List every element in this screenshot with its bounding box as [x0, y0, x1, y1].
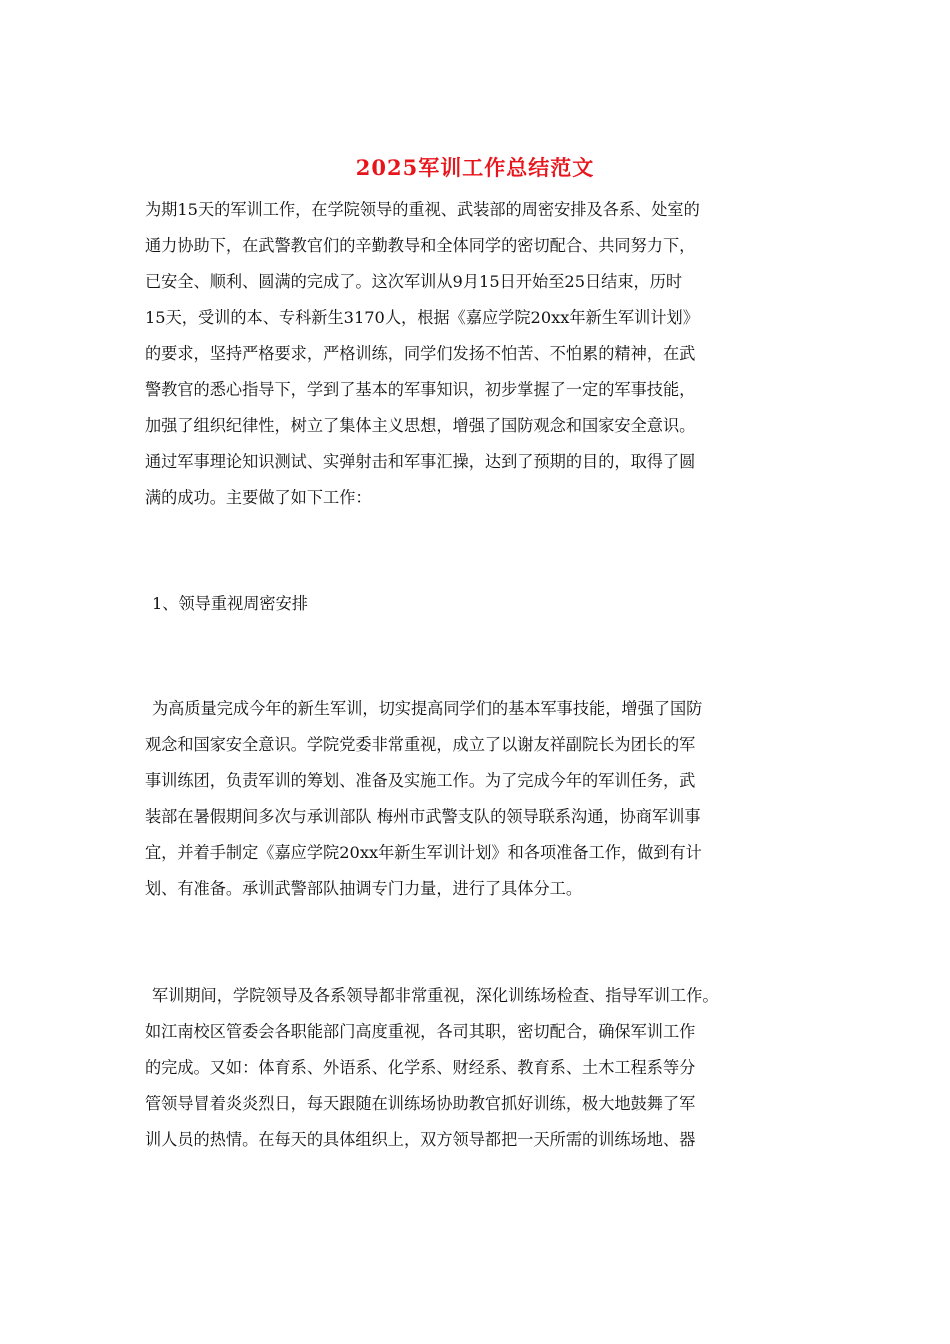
paragraph-line: 划、有准备。承训武警部队抽调专门力量，进行了具体分工。	[145, 879, 583, 898]
paragraph-line: 通过军事理论知识测试、实弹射击和军事汇操，达到了预期的目的，取得了圆	[145, 452, 696, 471]
paragraph-line: 满的成功。主要做了如下工作：	[145, 488, 372, 507]
paragraph-line: 警教官的悉心指导下，学到了基本的军事知识，初步掌握了一定的军事技能，	[145, 380, 696, 399]
paragraph-line: 如江南校区管委会各职能部门高度重视，各司其职，密切配合，确保军训工作	[145, 1022, 696, 1041]
section-heading: 1、领导重视周密安排	[152, 594, 308, 613]
paragraph-line: 已安全、顺利、圆满的完成了。这次军训从9月15日开始至25日结束，历时	[145, 272, 683, 291]
document-title: 2025军训工作总结范文	[355, 155, 595, 180]
paragraph-line: 为期15天的军训工作，在学院领导的重视、武装部的周密安排及各系、处室的	[145, 200, 700, 219]
paragraph-line: 管领导冒着炎炎烈日，每天跟随在训练场协助教官抓好训练，极大地鼓舞了军	[145, 1094, 696, 1113]
paragraph-line: 事训练团，负责军训的筹划、准备及实施工作。为了完成今年的军训任务，武	[145, 771, 696, 790]
paragraph-line: 装部在暑假期间多次与承训部队 梅州市武警支队的领导联系沟通，协商军训事	[145, 807, 701, 826]
paragraph-line: 加强了组织纪律性，树立了集体主义思想，增强了国防观念和国家安全意识。	[145, 416, 696, 435]
paragraph-line: 的要求，坚持严格要求，严格训练，同学们发扬不怕苦、不怕累的精神，在武	[145, 344, 696, 363]
paragraph-line: 军训期间，学院领导及各系领导都非常重视，深化训练场检查、指导军训工作。	[152, 986, 719, 1005]
paragraph-line: 通力协助下，在武警教官们的辛勤教导和全体同学的密切配合、共同努力下，	[145, 236, 696, 255]
paragraph-line: 观念和国家安全意识。学院党委非常重视，成立了以谢友祥副院长为团长的军	[145, 735, 696, 754]
paragraph-line: 宜，并着手制定《嘉应学院20xx年新生军训计划》和各项准备工作，做到有计	[145, 843, 702, 862]
paragraph-line: 训人员的热情。在每天的具体组织上，双方领导都把一天所需的训练场地、器	[145, 1130, 696, 1149]
paragraph-line: 为高质量完成今年的新生军训，切实提高同学们的基本军事技能，增强了国防	[152, 699, 703, 718]
paragraph-line: 的完成。又如：体育系、外语系、化学系、财经系、教育系、土木工程系等分	[145, 1058, 696, 1077]
paragraph-line: 15天，受训的本、专科新生3170人，根据《嘉应学院20xx年新生军训计划》	[145, 308, 699, 327]
